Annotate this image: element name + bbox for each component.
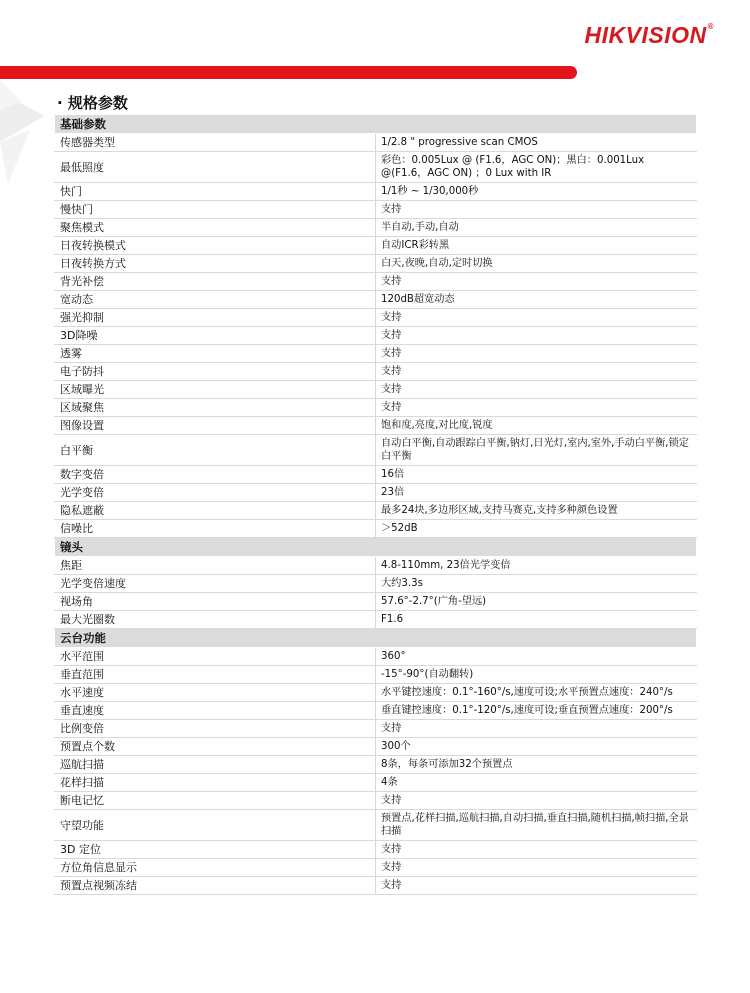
logo-text: HIKVISION (584, 22, 707, 48)
spec-value: 支持 (376, 345, 697, 363)
spec-row (55, 593, 697, 611)
spec-key: 背光补偿 (55, 273, 376, 291)
spec-value: 支持 (376, 381, 697, 399)
spec-value: ＞52dB (376, 520, 697, 538)
spec-row (55, 557, 697, 575)
spec-row (55, 859, 697, 877)
spec-value: 1/2.8 " progressive scan CMOS (376, 134, 697, 152)
spec-row (55, 611, 697, 629)
spec-row (55, 435, 697, 466)
spec-row (55, 327, 697, 345)
spec-row (55, 345, 697, 363)
spec-row (55, 738, 697, 756)
spec-key: 数字变倍 (55, 466, 376, 484)
spec-value: -15°-90°(自动翻转) (376, 666, 697, 684)
spec-key: 聚焦模式 (55, 219, 376, 237)
spec-key: 光学变倍速度 (55, 575, 376, 593)
category-row (55, 538, 697, 557)
spec-row (55, 183, 697, 201)
spec-value: 支持 (376, 720, 697, 738)
spec-key: 白平衡 (55, 435, 376, 466)
header-red-bar (0, 66, 577, 79)
spec-key: 垂直范围 (55, 666, 376, 684)
spec-key: 信噪比 (55, 520, 376, 538)
spec-value: F1.6 (376, 611, 697, 629)
spec-key: 区域曝光 (55, 381, 376, 399)
spec-key: 垂直速度 (55, 702, 376, 720)
spec-key: 传感器类型 (55, 134, 376, 152)
spec-key: 慢快门 (55, 201, 376, 219)
spec-row (55, 792, 697, 810)
spec-value: 1/1秒 ~ 1/30,000秒 (376, 183, 697, 201)
spec-table-body (55, 115, 697, 895)
spec-value: 半自动,手动,自动 (376, 219, 697, 237)
spec-value: 4条 (376, 774, 697, 792)
spec-value: 支持 (376, 363, 697, 381)
spec-row (55, 774, 697, 792)
spec-row (55, 648, 697, 666)
spec-value: 自动白平衡,自动跟踪白平衡,钠灯,日光灯,室内,室外,手动白平衡,锁定白平衡 (376, 435, 697, 466)
spec-row (55, 399, 697, 417)
spec-row (55, 720, 697, 738)
spec-key: 电子防抖 (55, 363, 376, 381)
spec-value: 360° (376, 648, 697, 666)
hikvision-logo (585, 22, 714, 49)
spec-row (55, 273, 697, 291)
category-row (55, 629, 697, 648)
spec-key: 日夜转换模式 (55, 237, 376, 255)
spec-row (55, 152, 697, 183)
spec-row (55, 417, 697, 435)
registered-mark: ® (707, 22, 714, 31)
spec-value: 支持 (376, 327, 697, 345)
spec-key: 水平范围 (55, 648, 376, 666)
spec-row (55, 237, 697, 255)
section-title: · 规格参数 (57, 94, 128, 112)
spec-key: 最大光圈数 (55, 611, 376, 629)
spec-row (55, 363, 697, 381)
spec-value: 4.8-110mm, 23倍光学变倍 (376, 557, 697, 575)
spec-key: 区域聚焦 (55, 399, 376, 417)
decorative-shards-graphic (0, 80, 60, 190)
spec-key: 光学变倍 (55, 484, 376, 502)
spec-key: 日夜转换方式 (55, 255, 376, 273)
spec-row (55, 466, 697, 484)
spec-value: 支持 (376, 309, 697, 327)
spec-value: 支持 (376, 201, 697, 219)
spec-row (55, 502, 697, 520)
spec-row (55, 877, 697, 895)
spec-value: 16倍 (376, 466, 697, 484)
spec-value: 支持 (376, 859, 697, 877)
spec-row (55, 255, 697, 273)
spec-key: 图像设置 (55, 417, 376, 435)
spec-value: 300个 (376, 738, 697, 756)
spec-value: 白天,夜晚,自动,定时切换 (376, 255, 697, 273)
spec-row (55, 291, 697, 309)
spec-value: 支持 (376, 877, 697, 895)
spec-key: 预置点个数 (55, 738, 376, 756)
spec-value: 大约3.3s (376, 575, 697, 593)
spec-value: 支持 (376, 841, 697, 859)
spec-value: 支持 (376, 399, 697, 417)
spec-value: 自动ICR彩转黑 (376, 237, 697, 255)
category-label: 基础参数 (55, 115, 697, 134)
spec-value: 120dB超宽动态 (376, 291, 697, 309)
spec-row (55, 666, 697, 684)
spec-key: 视场角 (55, 593, 376, 611)
spec-value: 23倍 (376, 484, 697, 502)
spec-row (55, 381, 697, 399)
spec-key: 焦距 (55, 557, 376, 575)
category-row (55, 115, 697, 134)
spec-row (55, 309, 697, 327)
spec-key: 水平速度 (55, 684, 376, 702)
spec-key: 最低照度 (55, 152, 376, 183)
spec-row (55, 201, 697, 219)
category-label: 镜头 (55, 538, 697, 557)
spec-key: 预置点视频冻结 (55, 877, 376, 895)
spec-key: 比例变倍 (55, 720, 376, 738)
spec-value: 支持 (376, 273, 697, 291)
spec-key: 方位角信息显示 (55, 859, 376, 877)
spec-row (55, 810, 697, 841)
spec-table (54, 114, 697, 895)
spec-key: 断电记忆 (55, 792, 376, 810)
spec-key: 3D降噪 (55, 327, 376, 345)
spec-row (55, 756, 697, 774)
spec-value: 垂直键控速度：0.1°-120°/s,速度可设;垂直预置点速度：200°/s (376, 702, 697, 720)
spec-key: 透雾 (55, 345, 376, 363)
spec-key: 强光抑制 (55, 309, 376, 327)
spec-value: 8条，每条可添加32个预置点 (376, 756, 697, 774)
spec-value: 水平键控速度：0.1°-160°/s,速度可设;水平预置点速度：240°/s (376, 684, 697, 702)
spec-value: 饱和度,亮度,对比度,锐度 (376, 417, 697, 435)
spec-value: 彩色：0.005Lux @ (F1.6，AGC ON)；黑白：0.001Lux @(F1.6，AGC ON) ；0 Lux with IR (376, 152, 697, 183)
spec-key: 隐私遮蔽 (55, 502, 376, 520)
spec-row (55, 841, 697, 859)
spec-row (55, 520, 697, 538)
spec-value: 预置点,花样扫描,巡航扫描,自动扫描,垂直扫描,随机扫描,帧扫描,全景扫描 (376, 810, 697, 841)
spec-value: 支持 (376, 792, 697, 810)
spec-value: 57.6°-2.7°(广角-望远) (376, 593, 697, 611)
spec-row (55, 219, 697, 237)
spec-row (55, 484, 697, 502)
spec-key: 守望功能 (55, 810, 376, 841)
spec-row (55, 134, 697, 152)
spec-row (55, 684, 697, 702)
spec-row (55, 575, 697, 593)
spec-value: 最多24块,多边形区域,支持马赛克,支持多种颜色设置 (376, 502, 697, 520)
spec-key: 花样扫描 (55, 774, 376, 792)
spec-key: 3D 定位 (55, 841, 376, 859)
spec-row (55, 702, 697, 720)
spec-key: 宽动态 (55, 291, 376, 309)
category-label: 云台功能 (55, 629, 697, 648)
spec-key: 巡航扫描 (55, 756, 376, 774)
spec-key: 快门 (55, 183, 376, 201)
